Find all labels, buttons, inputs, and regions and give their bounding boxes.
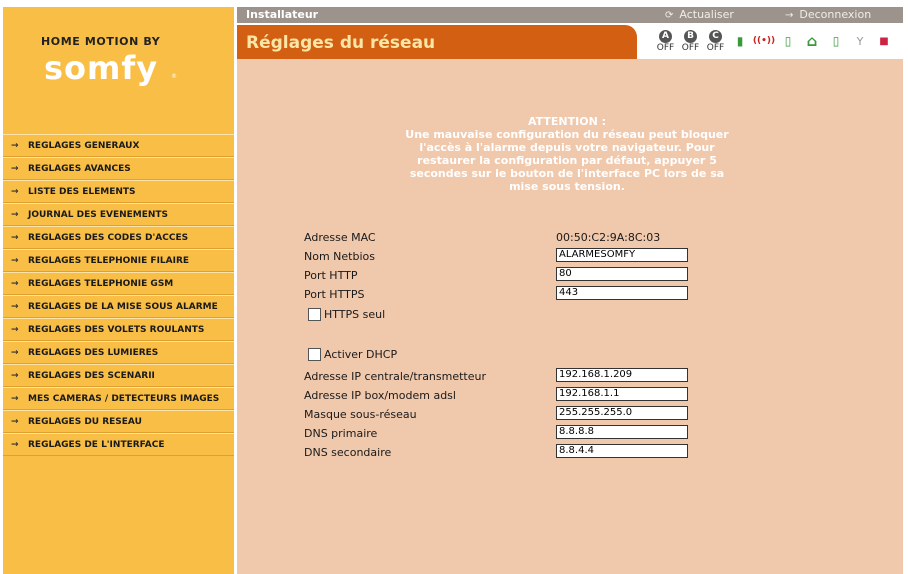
zone-c-icon: C bbox=[709, 30, 722, 43]
sidebar-item-label: REGLAGES DES SCENARII bbox=[28, 370, 155, 381]
dns-secondary-label: DNS secondaire bbox=[304, 446, 392, 459]
warning-line: Une mauvaise configuration du réseau peut bloquer bbox=[405, 128, 729, 141]
sidebar-item-reseau[interactable] bbox=[3, 410, 234, 433]
brand-name: somfy bbox=[44, 49, 159, 87]
sidebar-item-reglages-generaux[interactable] bbox=[3, 134, 234, 157]
warning-line: secondes sur le bouton de l'interface PC lors de sa bbox=[409, 167, 725, 180]
https-only-checkbox[interactable] bbox=[308, 308, 321, 321]
sidebar-item-codes-acces[interactable] bbox=[3, 226, 234, 249]
netbios-input[interactable]: ALARMESOMFY bbox=[556, 248, 688, 262]
house-ok-icon: ⌂ bbox=[806, 32, 818, 50]
sidebar-item-lumieres[interactable] bbox=[3, 341, 234, 364]
http-port-label: Port HTTP bbox=[304, 269, 358, 282]
brand-registered-mark: ® bbox=[171, 73, 177, 80]
sidebar-item-label: REGLAGES DE L'INTERFACE bbox=[28, 439, 165, 450]
arrow-right-icon: → bbox=[11, 324, 19, 335]
sidebar-item-interface[interactable] bbox=[3, 433, 234, 456]
sidebar-item-journal-des-evenements[interactable] bbox=[3, 203, 234, 226]
sidebar-item-telephonie-filaire[interactable] bbox=[3, 249, 234, 272]
arrow-right-icon: → bbox=[11, 140, 19, 151]
sidebar-item-telephonie-gsm[interactable] bbox=[3, 272, 234, 295]
page-title: Réglages du réseau bbox=[246, 33, 436, 53]
dhcp-checkbox[interactable] bbox=[308, 348, 321, 361]
arrow-right-icon: → bbox=[11, 186, 19, 197]
dns-primary-label: DNS primaire bbox=[304, 427, 378, 440]
sidebar-item-cameras[interactable] bbox=[3, 387, 234, 410]
sidebar-item-scenarii[interactable] bbox=[3, 364, 234, 387]
refresh-link[interactable] bbox=[665, 8, 734, 21]
arrow-right-icon: → bbox=[11, 232, 19, 243]
subnet-mask-label: Masque sous-réseau bbox=[304, 408, 417, 421]
https-port-label: Port HTTPS bbox=[304, 288, 365, 301]
sidebar-item-label: REGLAGES TELEPHONIE FILAIRE bbox=[28, 255, 190, 266]
dns-primary-input[interactable]: 8.8.8.8 bbox=[556, 425, 688, 439]
sidebar-item-label: REGLAGES TELEPHONIE GSM bbox=[28, 278, 174, 289]
top-bar bbox=[237, 7, 903, 23]
https-only-label: HTTPS seul bbox=[324, 308, 386, 321]
page-header bbox=[237, 23, 903, 59]
title-tab bbox=[237, 25, 637, 59]
https-only-checkbox-row bbox=[308, 308, 385, 321]
sidebar-item-liste-des-elements[interactable] bbox=[3, 180, 234, 203]
ip-box-input[interactable]: 192.168.1.1 bbox=[556, 387, 688, 401]
antenna-icon: Y bbox=[856, 34, 864, 48]
arrow-right-icon: → bbox=[11, 347, 19, 358]
sidebar-menu bbox=[3, 134, 234, 456]
user-role: Installateur bbox=[246, 8, 319, 21]
zone-b-state: OFF bbox=[681, 43, 700, 53]
netbios-label: Nom Netbios bbox=[304, 250, 375, 263]
logout-link[interactable] bbox=[785, 8, 871, 21]
arrow-right-icon: → bbox=[11, 278, 19, 289]
arrow-right-icon: → bbox=[11, 163, 19, 174]
sidebar-item-label: REGLAGES DES VOLETS ROULANTS bbox=[28, 324, 205, 335]
http-port-input[interactable]: 80 bbox=[556, 267, 688, 281]
arrow-right-icon: → bbox=[785, 10, 794, 21]
sidebar-item-label: LISTE DES ELEMENTS bbox=[28, 186, 136, 197]
main-content bbox=[237, 59, 903, 574]
sidebar-item-volets-roulants[interactable] bbox=[3, 318, 234, 341]
zone-b-status bbox=[678, 30, 703, 53]
warning-line: restaurer la configuration par défaut, appuyer 5 bbox=[417, 154, 717, 167]
door-icon: ▯ bbox=[784, 34, 792, 48]
sidebar-item-label: MES CAMERAS / DETECTEURS IMAGES bbox=[28, 393, 220, 404]
brand-tagline: HOME MOTION BY bbox=[41, 35, 161, 48]
phone-icon: ▯ bbox=[832, 34, 840, 48]
sidebar-item-label: REGLAGES DES LUMIERES bbox=[28, 347, 159, 358]
sidebar-item-label: REGLAGES GENERAUX bbox=[28, 140, 140, 151]
warning-line: mise sous tension. bbox=[509, 180, 625, 193]
subnet-mask-input[interactable]: 255.255.255.0 bbox=[556, 406, 688, 420]
ip-box-label: Adresse IP box/modem adsl bbox=[304, 389, 456, 402]
somfy-logo bbox=[3, 7, 234, 117]
sidebar-item-label: REGLAGES DES CODES D'ACCES bbox=[28, 232, 189, 243]
sidebar bbox=[3, 7, 234, 574]
arrow-right-icon: → bbox=[11, 301, 19, 312]
refresh-icon: ⟳ bbox=[665, 10, 674, 21]
warning-line: l'accès à l'alarme depuis votre navigateur. Pour bbox=[419, 141, 715, 154]
sidebar-item-label: JOURNAL DES EVENEMENTS bbox=[28, 209, 169, 220]
dhcp-label: Activer DHCP bbox=[324, 348, 398, 361]
zone-a-status bbox=[653, 30, 678, 53]
refresh-label: Actualiser bbox=[679, 8, 734, 21]
arrow-right-icon: → bbox=[11, 439, 19, 450]
zone-a-state: OFF bbox=[656, 43, 675, 53]
sidebar-item-mise-sous-alarme[interactable] bbox=[3, 295, 234, 318]
sidebar-item-label: REGLAGES AVANCES bbox=[28, 163, 131, 174]
alarm-device-icon: ■ bbox=[879, 35, 889, 47]
sidebar-item-label: REGLAGES DE LA MISE SOUS ALARME bbox=[28, 301, 218, 312]
ip-central-input[interactable]: 192.168.1.209 bbox=[556, 368, 688, 382]
warning-message bbox=[377, 115, 757, 193]
https-port-input[interactable]: 443 bbox=[556, 286, 688, 300]
radio-signal-icon: ((•)) bbox=[752, 36, 776, 46]
warning-title: ATTENTION : bbox=[527, 115, 607, 128]
zone-c-status bbox=[703, 30, 728, 53]
status-icons bbox=[653, 30, 896, 56]
ip-central-label: Adresse IP centrale/transmetteur bbox=[304, 370, 487, 383]
mac-label: Adresse MAC bbox=[304, 231, 376, 244]
battery-icon: ▮ bbox=[736, 34, 744, 48]
zone-c-state: OFF bbox=[706, 43, 725, 53]
arrow-right-icon: → bbox=[11, 416, 19, 427]
arrow-right-icon: → bbox=[11, 393, 19, 404]
arrow-right-icon: → bbox=[11, 209, 19, 220]
arrow-right-icon: → bbox=[11, 370, 19, 381]
dhcp-checkbox-row bbox=[308, 348, 397, 361]
sidebar-item-reglages-avances[interactable] bbox=[3, 157, 234, 180]
arrow-right-icon: → bbox=[11, 255, 19, 266]
zone-a-icon: A bbox=[659, 30, 672, 43]
dns-secondary-input[interactable]: 8.8.4.4 bbox=[556, 444, 688, 458]
mac-value: 00:50:C2:9A:8C:03 bbox=[556, 231, 661, 244]
zone-b-icon: B bbox=[684, 30, 697, 43]
sidebar-item-label: REGLAGES DU RESEAU bbox=[28, 416, 142, 427]
logout-label: Deconnexion bbox=[799, 8, 872, 21]
